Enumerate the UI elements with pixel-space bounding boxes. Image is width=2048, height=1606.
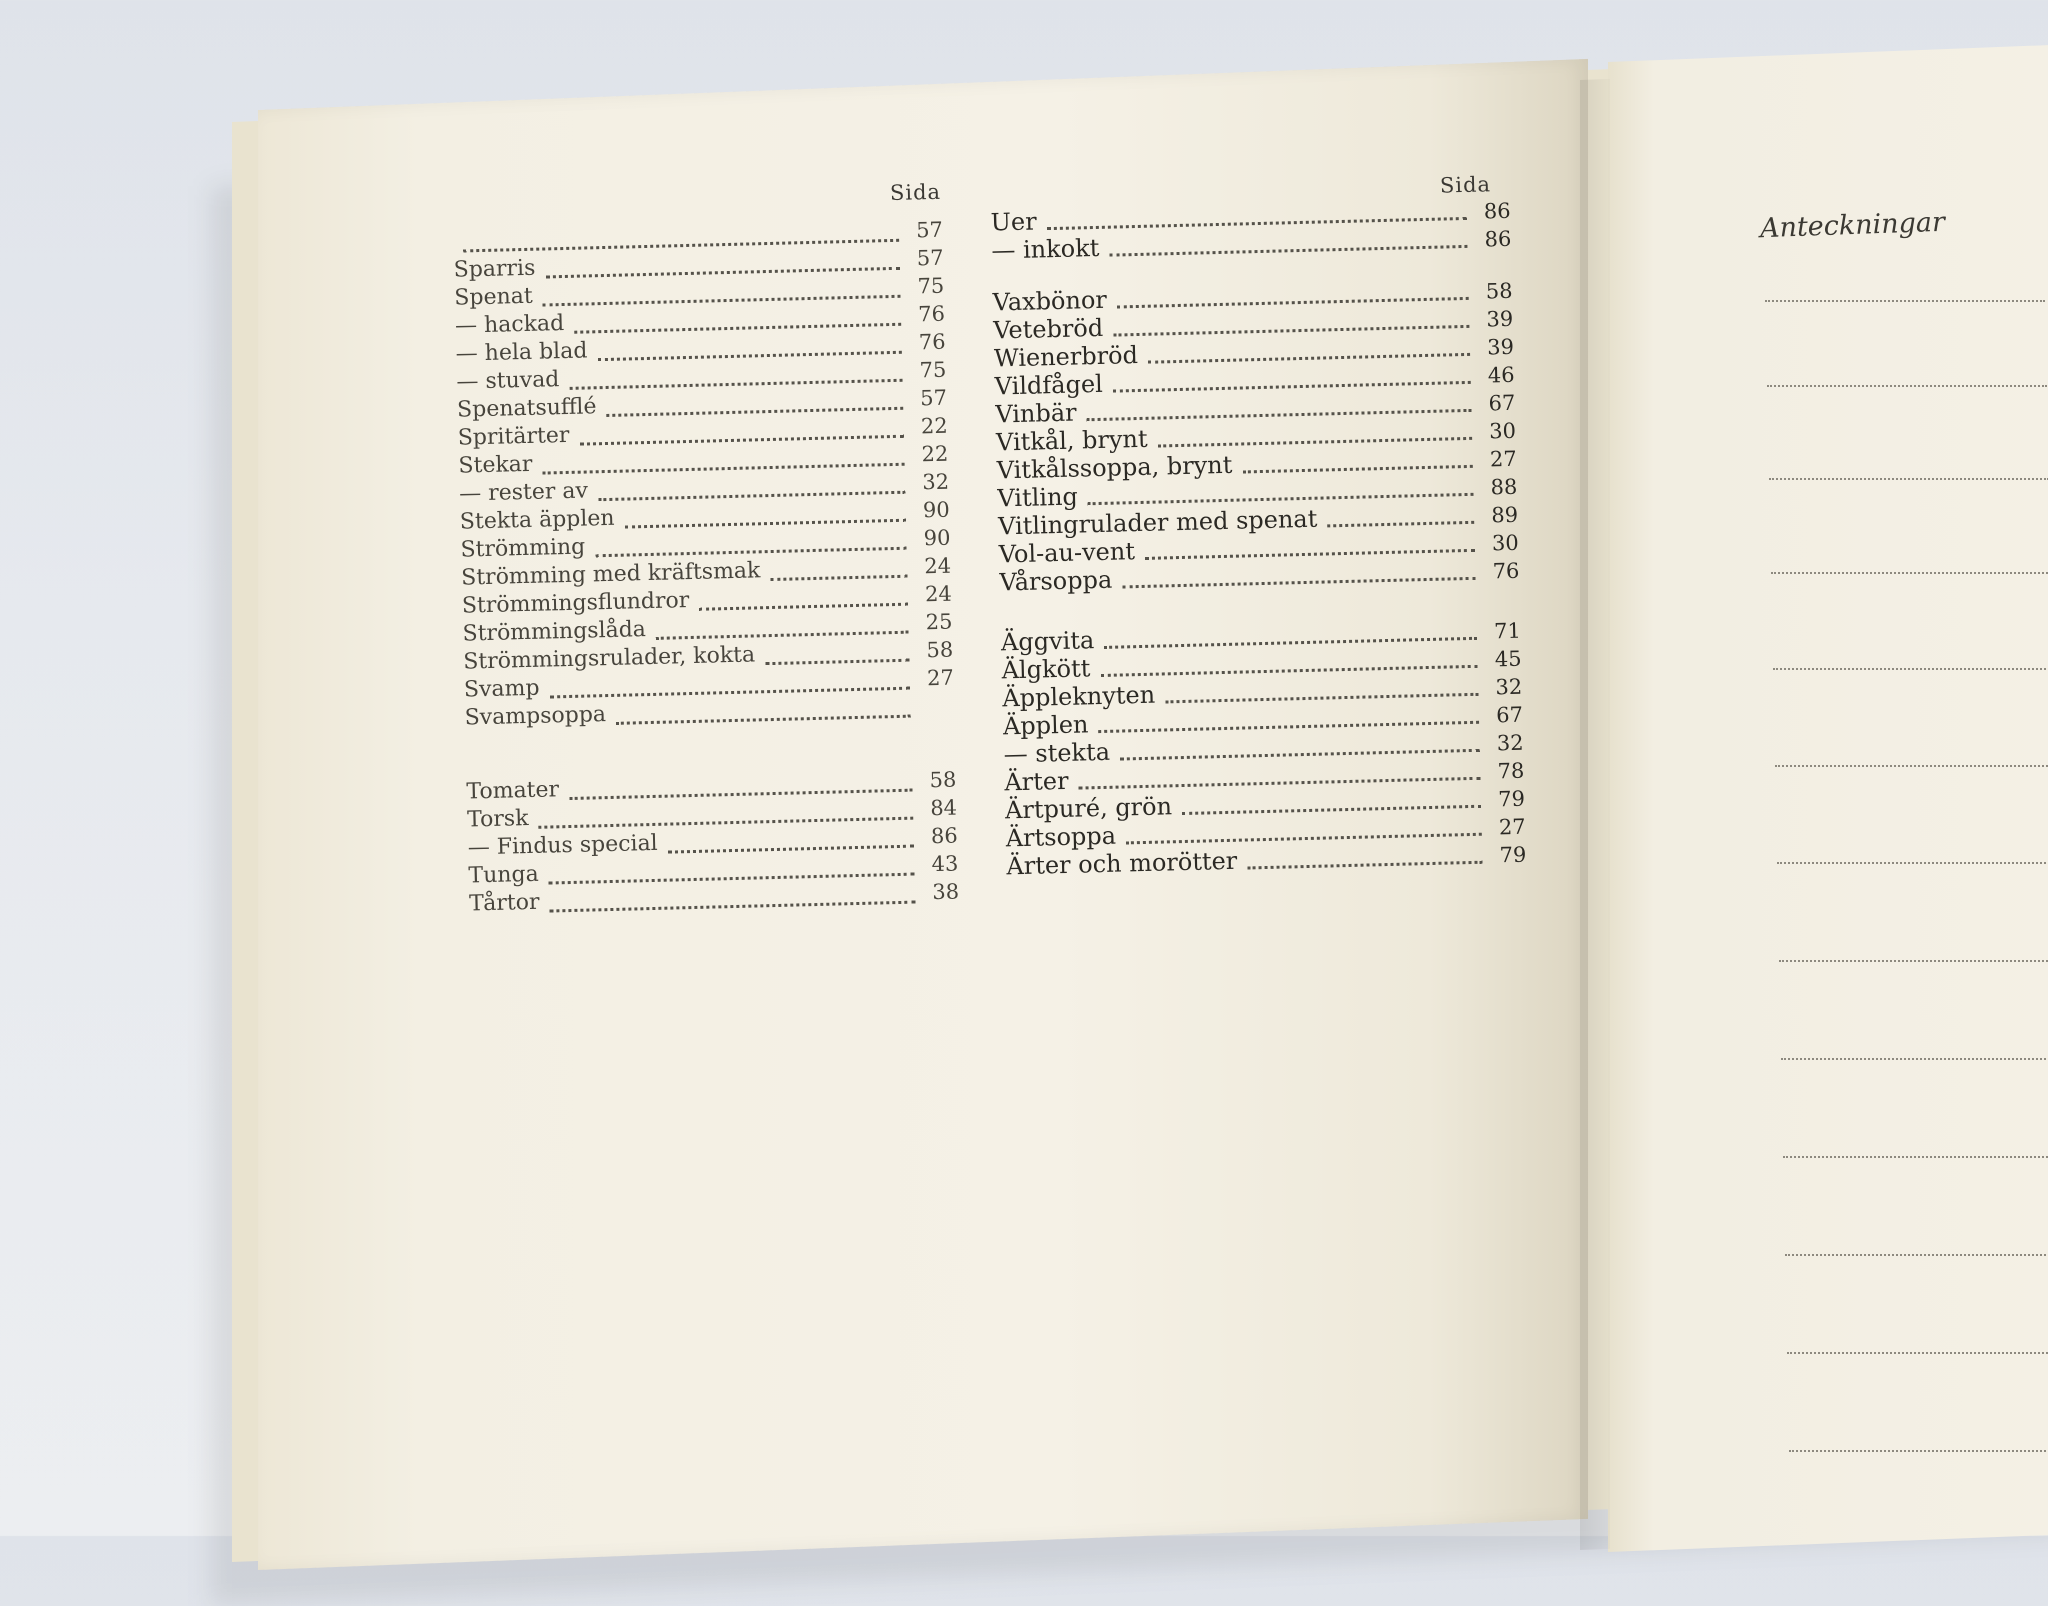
entry-page-number: 24 bbox=[924, 553, 952, 579]
entry-name: Tomater bbox=[466, 777, 560, 805]
index-text-block bbox=[440, 171, 1659, 1000]
entry-name: Vildfågel bbox=[994, 369, 1104, 401]
entry-name: — hackad bbox=[454, 311, 565, 339]
entry-page-number: 71 bbox=[1493, 618, 1522, 644]
dot-leader bbox=[656, 630, 909, 639]
entry-name: Sparris bbox=[453, 255, 536, 283]
note-line bbox=[1789, 1450, 2048, 1452]
entry-name: Vinbär bbox=[995, 398, 1077, 429]
note-line bbox=[1787, 1352, 2048, 1354]
entry-name: Äggvita bbox=[1000, 626, 1095, 657]
entry-page-number: 43 bbox=[931, 851, 959, 877]
entry-page-number: 45 bbox=[1494, 646, 1522, 672]
entry-name: Vaxbönor bbox=[992, 285, 1108, 317]
index-right-column bbox=[990, 196, 1527, 881]
entry-name: Strömmingsrulader, kokta bbox=[462, 642, 756, 675]
dot-leader bbox=[625, 518, 906, 528]
entry-name: — Findus special bbox=[467, 830, 658, 861]
entry-page-number: 67 bbox=[1488, 390, 1516, 416]
entry-page-number: 78 bbox=[1497, 758, 1525, 784]
entry-page-number: 27 bbox=[926, 665, 955, 691]
dot-leader bbox=[616, 714, 911, 724]
entry-name: Tunga bbox=[468, 861, 540, 889]
entry-page-number: 32 bbox=[1496, 730, 1524, 756]
entry-page-number: 89 bbox=[1490, 502, 1519, 528]
entry-name: Wienerbröd bbox=[993, 340, 1139, 373]
entry-page-number: 22 bbox=[920, 413, 948, 439]
entry-page-number bbox=[921, 713, 955, 714]
entry-page-number: 57 bbox=[916, 245, 944, 271]
entry-page-number: 76 bbox=[918, 329, 946, 355]
entry-name: — hela blad bbox=[455, 338, 588, 367]
entry-name: Äppleknyten bbox=[1002, 680, 1156, 713]
entry-page-number: 75 bbox=[919, 357, 947, 383]
entry-name: Tårtor bbox=[468, 889, 540, 917]
left-column-header: Sida bbox=[889, 179, 942, 206]
entry-name: Svamp bbox=[463, 675, 540, 703]
note-line bbox=[1771, 572, 2048, 574]
entry-name: Spritärter bbox=[457, 422, 570, 451]
entry-page-number: 76 bbox=[1492, 558, 1520, 584]
entry-page-number: 58 bbox=[926, 637, 954, 663]
entry-name: Vitkålssoppa, brynt bbox=[996, 450, 1233, 485]
entry-name: Ärter bbox=[1004, 766, 1069, 797]
entry-name: Uer bbox=[990, 207, 1037, 237]
entry-page-number: 79 bbox=[1499, 842, 1527, 868]
entry-name: Strömming bbox=[460, 534, 586, 563]
entry-page-number: 30 bbox=[1488, 418, 1517, 444]
entry-name: Stekar bbox=[458, 451, 533, 479]
entry-page-number: 58 bbox=[929, 767, 957, 793]
entry-page-number: 86 bbox=[1483, 198, 1511, 224]
entry-page-number: 32 bbox=[922, 469, 950, 495]
entry-page-number: 86 bbox=[1484, 226, 1512, 252]
entry-page-number: 30 bbox=[1491, 530, 1519, 556]
dot-leader bbox=[1247, 860, 1482, 869]
entry-name: Spenat bbox=[454, 283, 533, 311]
entry-page-number: 67 bbox=[1495, 702, 1524, 728]
note-line bbox=[1769, 478, 2048, 480]
note-line bbox=[1767, 385, 2047, 387]
entry-name: Strömmingslåda bbox=[462, 617, 647, 647]
entry-name: Vol-au-vent bbox=[998, 537, 1136, 569]
note-line bbox=[1781, 1058, 2048, 1060]
entry-page-number: 90 bbox=[923, 525, 951, 551]
entry-name: Ärtsoppa bbox=[1005, 821, 1117, 853]
note-line bbox=[1775, 765, 2048, 767]
note-line bbox=[1777, 862, 2048, 864]
entry-page-number: 88 bbox=[1490, 474, 1518, 500]
entry-page-number: 39 bbox=[1486, 306, 1514, 332]
entry-page-number: 25 bbox=[925, 609, 953, 635]
dot-leader bbox=[1242, 464, 1472, 473]
entry-name: Strömmingsflundror bbox=[461, 588, 690, 619]
entry-name: Vitling bbox=[997, 482, 1079, 513]
entry-name: Ärter och morötter bbox=[1006, 846, 1238, 881]
note-line bbox=[1785, 1254, 2048, 1256]
dot-leader bbox=[1109, 244, 1467, 256]
entry-page-number: 39 bbox=[1486, 334, 1515, 360]
entry-name: Svampsoppa bbox=[464, 702, 607, 731]
entry-name: Älgkött bbox=[1001, 654, 1091, 685]
entry-name: Stekta äpplen bbox=[459, 505, 615, 535]
dot-leader bbox=[771, 574, 908, 580]
entry-page-number: 24 bbox=[924, 581, 953, 607]
entry-name: Vetebröd bbox=[993, 313, 1104, 345]
entry-page-number: 27 bbox=[1489, 446, 1517, 472]
entry-name: Äpplen bbox=[1002, 710, 1089, 741]
dot-leader bbox=[1122, 576, 1475, 588]
entry-name: Strömming med kräftsmak bbox=[460, 558, 761, 591]
dot-leader bbox=[668, 844, 914, 853]
entry-page-number: 86 bbox=[930, 823, 958, 849]
entry-page-number: 90 bbox=[922, 497, 951, 523]
dot-leader bbox=[550, 900, 916, 912]
dot-leader bbox=[699, 602, 908, 610]
note-line bbox=[1773, 668, 2048, 670]
entry-page-number: 57 bbox=[915, 217, 944, 243]
entry-page-number: 57 bbox=[919, 385, 948, 411]
notes-title: Anteckningar bbox=[1759, 206, 1946, 245]
entry-name: — stekta bbox=[1003, 737, 1111, 769]
dot-leader bbox=[765, 658, 909, 665]
entry-page-number: 58 bbox=[1485, 278, 1513, 304]
entry-page-number: 38 bbox=[932, 879, 960, 905]
entry-page-number: 22 bbox=[921, 441, 949, 467]
entry-page-number: 32 bbox=[1495, 674, 1523, 700]
entry-name: Spenatsufflé bbox=[456, 394, 597, 423]
dot-leader bbox=[1327, 520, 1474, 527]
entry-page-number: 76 bbox=[917, 301, 946, 327]
entry-name: Vitkål, brynt bbox=[995, 424, 1148, 457]
entry-name: — stuvad bbox=[456, 367, 560, 395]
entry-page-number: 75 bbox=[917, 273, 945, 299]
entry-page-number: 79 bbox=[1497, 786, 1526, 812]
entry-name: Torsk bbox=[466, 806, 529, 833]
entry-page-number: 27 bbox=[1498, 814, 1526, 840]
entry-page-number: 46 bbox=[1487, 362, 1515, 388]
entry-name: — inkokt bbox=[991, 233, 1100, 265]
entry-name: Ärtpuré, grön bbox=[1004, 792, 1173, 825]
entry-name: Vårsoppa bbox=[999, 565, 1113, 597]
entry-page-number: 84 bbox=[929, 795, 958, 821]
note-line bbox=[1779, 960, 2048, 962]
right-column-header: Sida bbox=[1439, 172, 1492, 198]
note-line bbox=[1765, 300, 2045, 302]
note-line bbox=[1783, 1156, 2048, 1158]
entry-name: — rester av bbox=[458, 478, 589, 507]
entry-name: Vitlingrulader med spenat bbox=[997, 504, 1318, 541]
